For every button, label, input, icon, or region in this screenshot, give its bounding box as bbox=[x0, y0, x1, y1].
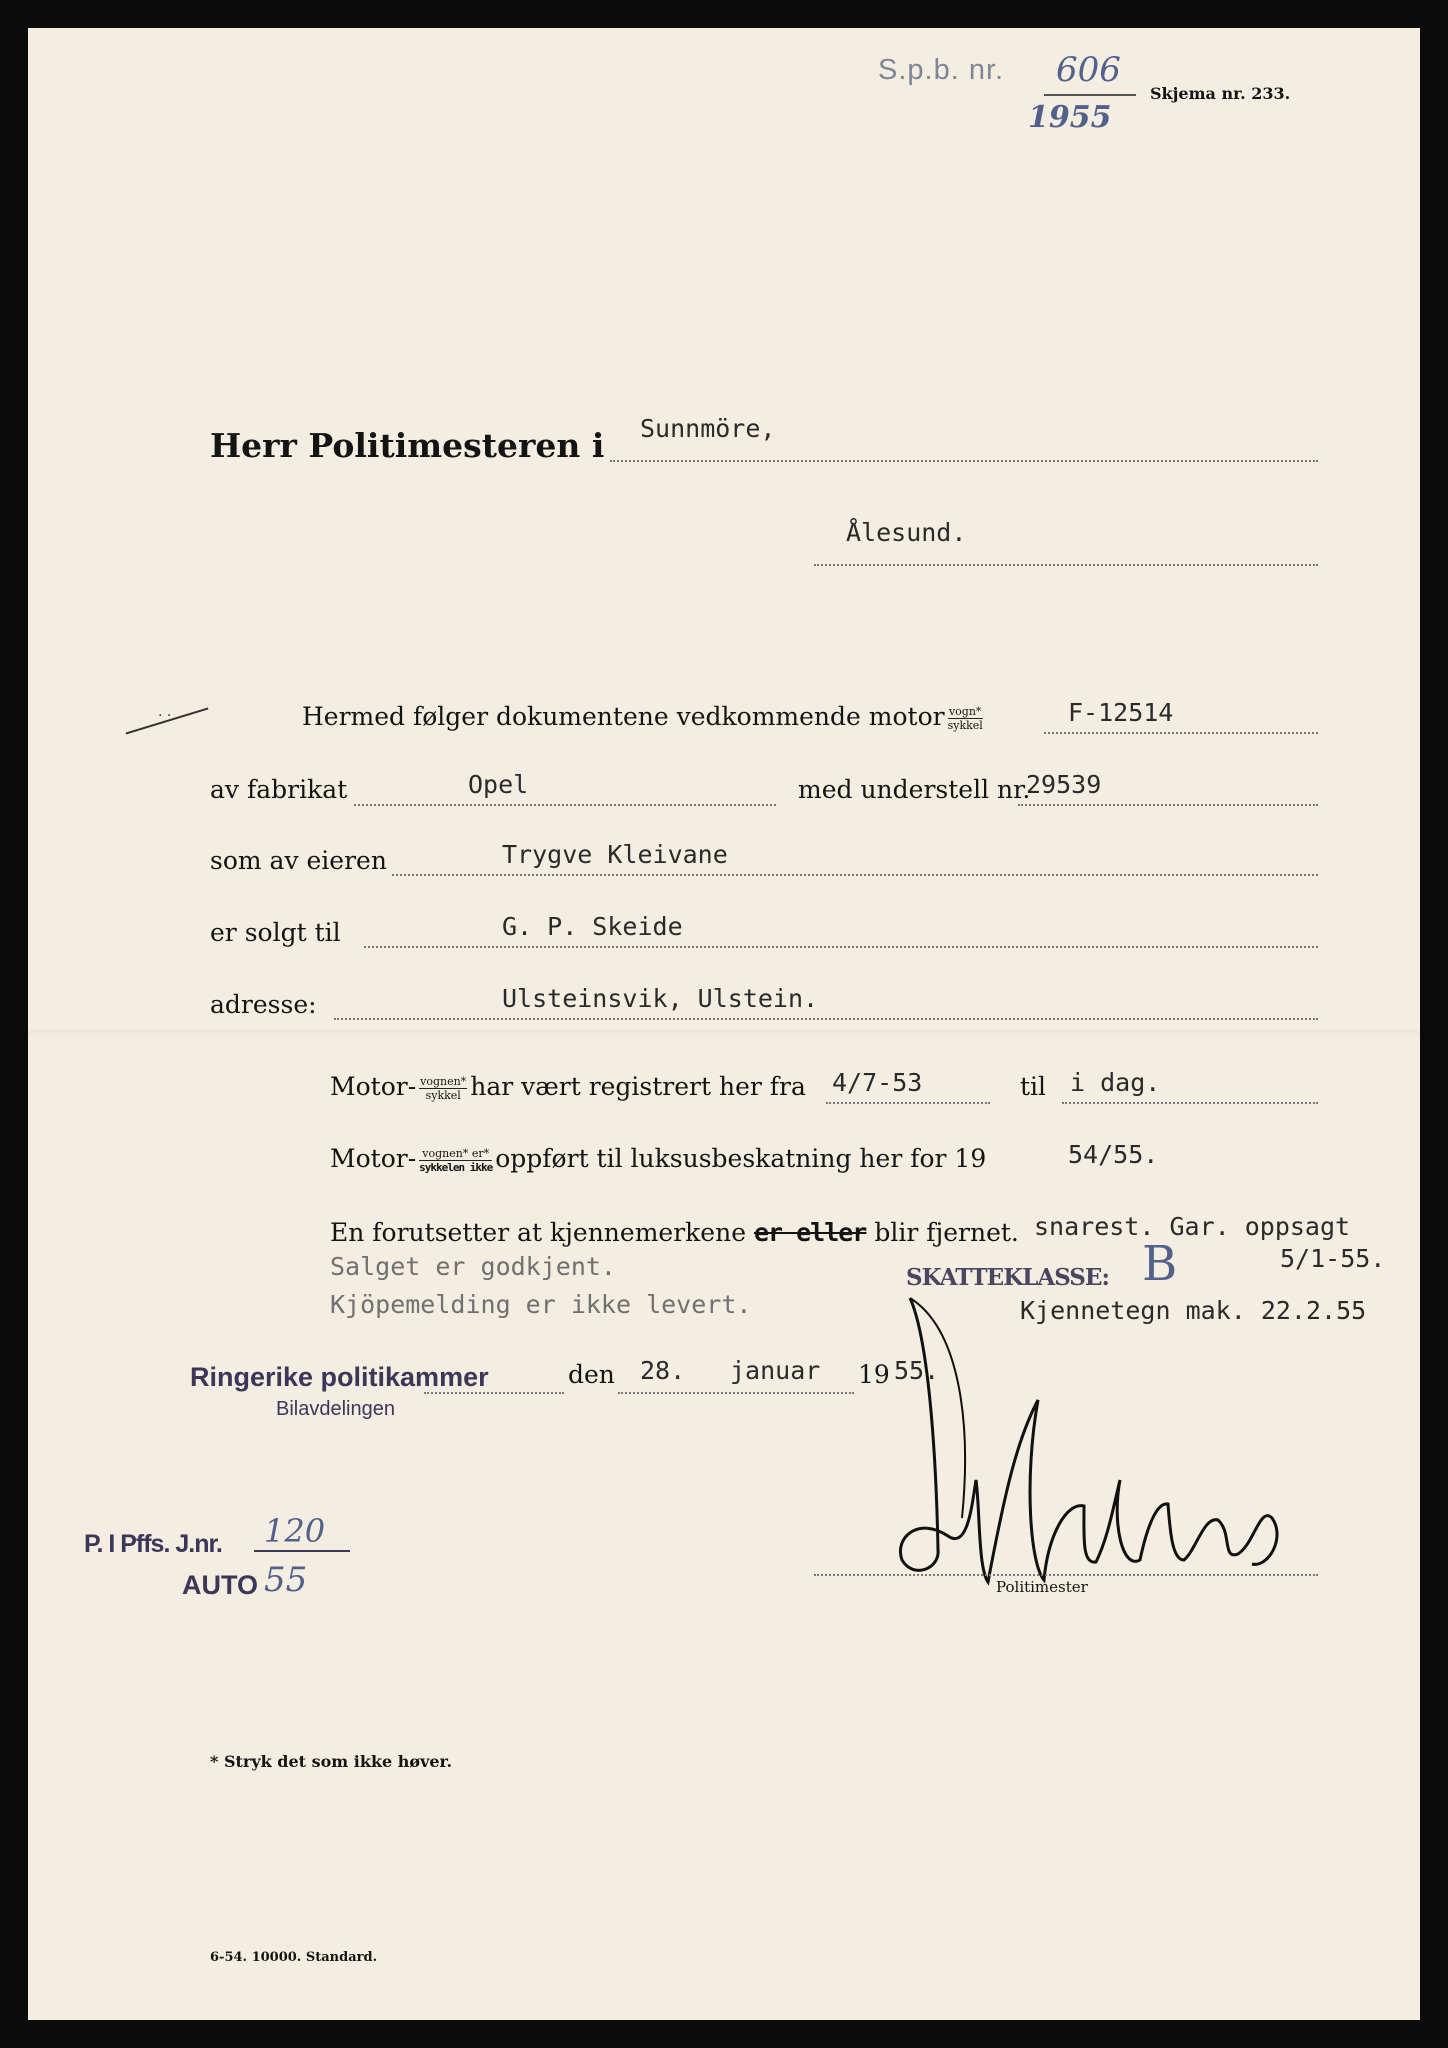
plates-sign-note: Kjennetegn mak. 22.2.55 bbox=[1020, 1296, 1367, 1325]
date-year-prefix: 19 bbox=[858, 1360, 890, 1389]
spb-number: 606 bbox=[1056, 50, 1121, 90]
signatory-title: Politimester bbox=[996, 1578, 1088, 1596]
tax-class-stamp: SKATTEKLASSE: bbox=[906, 1264, 1109, 1291]
form-number: Skjema nr. 233. bbox=[1150, 84, 1291, 103]
chassis-label: med understell nr. bbox=[798, 775, 1031, 804]
slash-mark-dots: · · bbox=[158, 708, 172, 724]
footnote: * Stryk det som ikke høver. bbox=[210, 1752, 453, 1771]
office-stamp-department: Bilavdelingen bbox=[276, 1398, 395, 1420]
journal-number: 120 bbox=[264, 1512, 326, 1550]
buyer-line bbox=[364, 946, 1318, 948]
make-label: av fabrikat bbox=[210, 775, 348, 804]
journal-stamp: P. I Pffs. J.nr. bbox=[84, 1530, 222, 1558]
luxury-year: 54/55. bbox=[1068, 1140, 1159, 1169]
date-year: 55. bbox=[894, 1356, 940, 1385]
spb-label: S.p.b. nr. bbox=[878, 54, 1005, 86]
journal-line bbox=[254, 1550, 350, 1552]
sale-approved: Salget er godkjent. bbox=[330, 1252, 616, 1281]
vehicle-fraction: $\frac{\text{vogn*}}{\text{sykkel}}$ bbox=[947, 705, 983, 732]
date-month: januar bbox=[730, 1356, 821, 1385]
owner-line bbox=[392, 874, 1318, 876]
paper-fold bbox=[28, 1030, 1420, 1038]
luxury-text: Motor- $\frac{\text{vognen* er*}}{\text{sykkelen ikke}}$ oppført til luksusbeskatning her for 19 bbox=[330, 1144, 987, 1174]
addressee-city: Ålesund. bbox=[846, 518, 967, 547]
chassis-value: 29539 bbox=[1026, 770, 1102, 799]
registered-til-label: til bbox=[1020, 1072, 1047, 1101]
document-page bbox=[28, 28, 1420, 2020]
addressee-line bbox=[610, 460, 1318, 462]
office-stamp: Ringerike politikammer bbox=[190, 1362, 489, 1392]
plates-note-date: 5/1-55. bbox=[1280, 1244, 1386, 1273]
signature-line bbox=[814, 1574, 1318, 1576]
address-label: adresse: bbox=[210, 990, 317, 1019]
address-value: Ulsteinsvik, Ulstein. bbox=[502, 984, 819, 1013]
signature bbox=[888, 1268, 1308, 1648]
registration-number: F-12514 bbox=[1068, 698, 1174, 727]
registered-from: 4/7-53 bbox=[832, 1068, 923, 1097]
tax-class-value: B bbox=[1142, 1236, 1178, 1292]
registered-to: i dag. bbox=[1070, 1068, 1161, 1097]
date-line bbox=[618, 1392, 854, 1394]
luxury-fraction: $\frac{\text{vognen* er*}}{\text{sykkelen ikke}}$ bbox=[419, 1147, 493, 1174]
registered-to-line bbox=[1062, 1102, 1318, 1104]
chassis-line bbox=[1018, 804, 1318, 806]
registered-from-line bbox=[826, 1102, 990, 1104]
registered-fraction: $\frac{\text{vognen*}}{\text{sykkel}}$ bbox=[420, 1075, 467, 1102]
auto-stamp: AUTO bbox=[182, 1570, 259, 1600]
spb-number-line bbox=[1044, 94, 1136, 96]
owner-value: Trygve Kleivane bbox=[502, 840, 728, 869]
spb-year: 1955 bbox=[1028, 100, 1112, 135]
intro-text: Hermed følger dokumentene vedkommende motor $\frac{\text{vogn*}}{\text{sykkel}}$ bbox=[302, 702, 983, 732]
registration-line bbox=[1044, 732, 1318, 734]
address-line bbox=[334, 1018, 1318, 1020]
make-line bbox=[354, 804, 776, 806]
plates-text: En forutsetter at kjennemerkene er eller blir fjernet. bbox=[330, 1218, 1019, 1247]
make-value: Opel bbox=[468, 770, 529, 799]
purchase-note: Kjöpemelding er ikke levert. bbox=[330, 1290, 752, 1319]
plates-note: snarest. Gar. oppsagt bbox=[1034, 1212, 1351, 1241]
addressee-district: Sunnmöre, bbox=[640, 414, 776, 443]
office-line bbox=[424, 1392, 564, 1394]
plates-struck: er eller bbox=[753, 1218, 867, 1247]
date-day: 28. bbox=[640, 1356, 686, 1385]
registered-text: Motor- $\frac{\text{vognen*}}{\text{sykkel}}$ har vært registrert her fra bbox=[330, 1072, 806, 1102]
city-line bbox=[814, 564, 1318, 566]
date-label: den bbox=[568, 1360, 615, 1389]
buyer-label: er solgt til bbox=[210, 918, 341, 947]
buyer-value: G. P. Skeide bbox=[502, 912, 683, 941]
print-code: 6-54. 10000. Standard. bbox=[210, 1950, 378, 1965]
auto-number: 55 bbox=[264, 1560, 308, 1600]
addressee-salutation: Herr Politimesteren i bbox=[210, 426, 605, 465]
owner-label: som av eieren bbox=[210, 846, 387, 875]
